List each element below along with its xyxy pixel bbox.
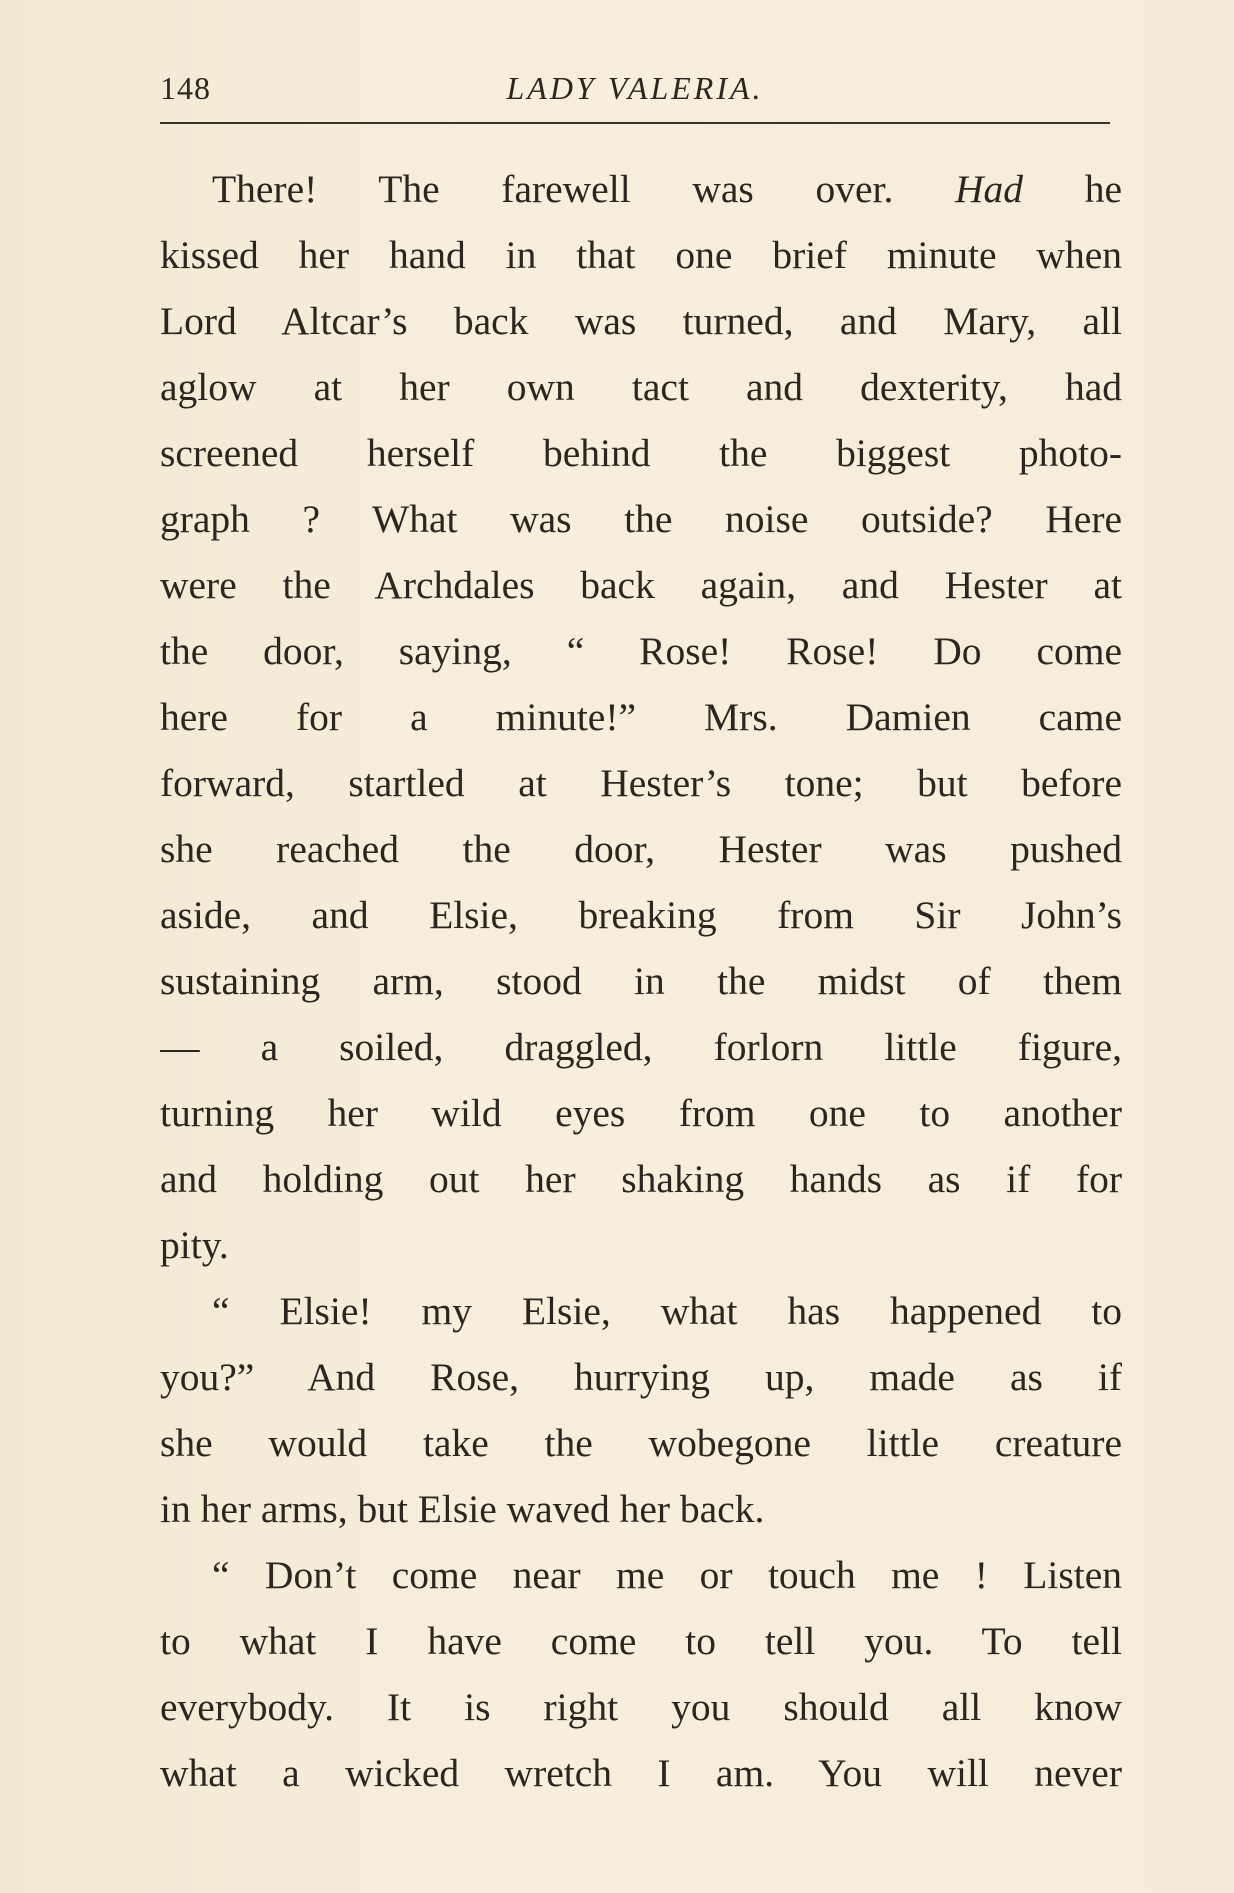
text-line: graph ? What was the noise outside? Here <box>160 497 1122 541</box>
page-number: 148 <box>160 70 211 106</box>
text-line: she reached the door, Hester was pushed <box>160 827 1122 871</box>
text-line: turning her wild eyes from one to another <box>160 1091 1122 1135</box>
text-line: the door, saying, “ Rose! Rose! Do come <box>160 629 1122 673</box>
text-line: forward, startled at Hester’s tone; but before <box>160 761 1122 805</box>
text-line: she would take the wobegone little creature <box>160 1421 1122 1465</box>
text-line: kissed her hand in that one brief minute when <box>160 233 1122 277</box>
text-line: what a wicked wretch I am. You will never <box>160 1751 1122 1795</box>
body-text <box>160 156 1122 1806</box>
text-line: screened herself behind the biggest photo- <box>160 431 1122 475</box>
text-line: “ Elsie! my Elsie, what has happened to <box>212 1289 1122 1333</box>
italic-emphasis: Had <box>955 167 1024 211</box>
text-line: aglow at her own tact and dexterity, had <box>160 365 1122 409</box>
text-line: in her arms, but Elsie waved her back. <box>160 1487 765 1531</box>
page-header <box>160 64 1110 124</box>
text-line: aside, and Elsie, breaking from Sir John’s <box>160 893 1122 937</box>
text-line: you?” And Rose, hurrying up, made as if <box>160 1355 1122 1399</box>
text-line: and holding out her shaking hands as if for <box>160 1157 1122 1201</box>
header-rule <box>160 122 1110 124</box>
text-line: Lord Altcar’s back was turned, and Mary, all <box>160 299 1122 343</box>
text-line: were the Archdales back again, and Hester at <box>160 563 1122 607</box>
text-line: — a soiled, draggled, forlorn little figure, <box>160 1025 1122 1069</box>
text-line: sustaining arm, stood in the midst of them <box>160 959 1122 1003</box>
text-line: “ Don’t come near me or touch me ! Listen <box>212 1553 1122 1597</box>
text-line: everybody. It is right you should all know <box>160 1685 1122 1729</box>
text-line: to what I have come to tell you. To tell <box>160 1619 1122 1663</box>
text-line: pity. <box>160 1223 229 1267</box>
running-title: LADY VALERIA. <box>506 70 764 106</box>
text-line: here for a minute!” Mrs. Damien came <box>160 695 1122 739</box>
text-line: There! The farewell was over. Had he <box>212 167 1122 211</box>
